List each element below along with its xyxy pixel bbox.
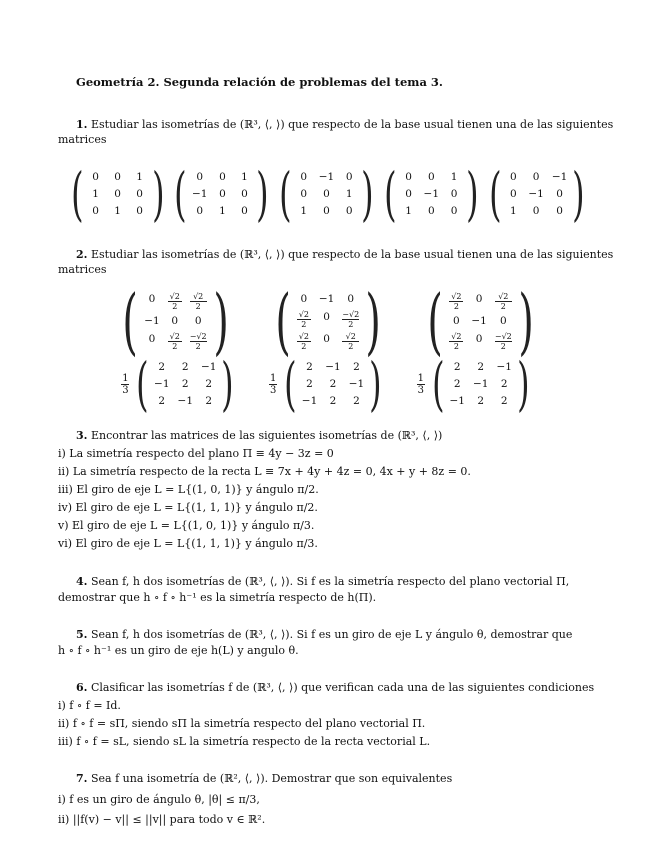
matrix-entry: 0 xyxy=(345,170,353,183)
matrix-entry: 2 xyxy=(205,394,213,407)
matrix-entry: 0 xyxy=(219,170,226,183)
matrix-entry: 2 xyxy=(205,377,213,390)
matrix-entry: 0 xyxy=(427,170,435,183)
problem-3-item-vi: vi) El giro de eje L = L{(1, 1, 1)} y ángulo π/3. xyxy=(58,537,318,550)
matrix-entry: 0 xyxy=(114,170,121,183)
matrix-entry: −1 xyxy=(318,170,335,183)
matrix-entry: 0 xyxy=(92,170,99,183)
p2-matrix-a1 xyxy=(116,279,235,363)
problem-4-statement xyxy=(76,574,569,589)
problem-3-item-iii: iii) El giro de eje L = L{(1, 0, 1)} y ángulo π/2. xyxy=(58,483,319,496)
matrix-entry: $\frac{√2}{2}$ xyxy=(190,292,207,311)
matrix-entry: −1 xyxy=(528,187,544,200)
matrix-entry: 2 xyxy=(453,360,461,373)
matrix-entry: 2 xyxy=(306,377,313,390)
problem-1-text-b: matrices xyxy=(58,133,107,146)
matrix-bracket: ( xyxy=(71,160,84,228)
matrix-entry: −1 xyxy=(423,187,440,200)
matrix-entry: −1 xyxy=(325,360,341,373)
matrix-entry: −1 xyxy=(496,360,512,373)
matrix-entry: 2 xyxy=(329,394,337,407)
matrix-entry: 2 xyxy=(353,360,360,373)
matrix-entry: 0 xyxy=(405,170,412,183)
matrix-entry: 0 xyxy=(475,332,483,345)
matrix-entry: 1 xyxy=(114,204,121,217)
matrix-bracket: ( xyxy=(427,279,444,363)
matrix-bracket: ( xyxy=(384,160,397,228)
matrix-entry: 0 xyxy=(323,187,330,200)
matrix-entry: 0 xyxy=(136,204,143,217)
matrix-bracket: ( xyxy=(275,279,291,363)
matrix-entry: 0 xyxy=(323,204,330,217)
matrix-entry: $\frac{√2}{2}$ xyxy=(298,331,309,351)
matrix-entry: 0 xyxy=(450,187,458,200)
problem-5-text-b: h ∘ f ∘ h⁻¹ es un giro de eje h(L) y angulo θ. xyxy=(58,644,299,657)
document-title: Geometría 2. Segunda relación de problemas del tema 3. xyxy=(76,75,443,89)
matrix-entry: $\frac{√2}{2}$ xyxy=(451,291,462,311)
matrix-entry: 0 xyxy=(323,332,330,345)
matrix-coefficient: 1 3 xyxy=(269,372,277,396)
matrix-entry: 2 xyxy=(500,394,508,407)
matrix-entry: −1 xyxy=(348,377,365,390)
matrix-entry: $\frac{√2}{2}$ xyxy=(495,292,512,311)
matrix-entry: 0 xyxy=(241,187,248,200)
matrix-entry: −1 xyxy=(449,394,465,407)
matrix-entry: 0 xyxy=(92,204,99,217)
matrix-entry: 0 xyxy=(453,314,460,327)
matrix-entry: 2 xyxy=(477,360,485,373)
matrix-entry: 0 xyxy=(300,292,308,305)
problem-3-statement xyxy=(76,428,442,443)
matrix-bracket: ( xyxy=(174,160,187,228)
matrix-entry: $\frac{√2}{2}$ xyxy=(169,291,180,311)
matrix-entry: −1 xyxy=(191,187,208,200)
matrix-entry: 1 xyxy=(92,187,99,200)
p1-matrix-4 xyxy=(379,160,484,228)
problem-7-number: 7. xyxy=(76,772,88,785)
problem-4-number: 4. xyxy=(76,575,88,588)
matrix-entry: $\frac{√2}{2}$ xyxy=(451,331,462,351)
matrix-entry: 2 xyxy=(329,377,337,390)
matrix-bracket: ) xyxy=(212,279,229,363)
matrix-entry: 2 xyxy=(306,360,313,373)
matrix-entry: 2 xyxy=(500,377,508,390)
matrix-entry: 1 xyxy=(300,204,308,217)
matrix-entry: 0 xyxy=(300,187,308,200)
problem-2-matrix-row-b xyxy=(58,350,598,418)
matrix-entry: 0 xyxy=(405,187,412,200)
matrix-entry: 1 xyxy=(450,170,458,183)
problem-5-text-a: Sean f, h dos isometrías de (ℝ³, ⟨, ⟩). Si f es un giro de eje L y ángulo θ, demostrar que xyxy=(90,628,573,641)
matrix-bracket: ) xyxy=(151,160,165,228)
matrix-bracket: ) xyxy=(572,160,585,228)
matrix-entry: 0 xyxy=(323,310,330,323)
matrix-entry: 0 xyxy=(510,170,517,183)
matrix-bracket: ) xyxy=(517,350,530,418)
matrix-entry: 2 xyxy=(158,394,166,407)
matrix-entry: −1 xyxy=(154,377,170,390)
matrix-entry: 0 xyxy=(345,204,353,217)
matrix-entry: 0 xyxy=(475,292,483,305)
matrix-entry: $\frac{√2}{2}$ xyxy=(298,309,309,329)
problem-6-item-ii: ii) f ∘ f = sΠ, siendo sΠ la simetría respecto del plano vectorial Π. xyxy=(58,717,426,730)
problem-2-number: 2. xyxy=(76,248,88,261)
problem-4-text-b: demostrar que h ∘ f ∘ h⁻¹ es la simetría respecto de h(Π). xyxy=(58,591,377,604)
p2-matrix-b3 xyxy=(417,350,535,418)
p1-matrix-3 xyxy=(274,160,379,228)
matrix-entry: 0 xyxy=(136,187,143,200)
matrix-entry: 2 xyxy=(453,377,461,390)
matrix-entry: 0 xyxy=(556,204,563,217)
p1-matrix-1 xyxy=(66,160,169,228)
matrix-entry: 2 xyxy=(158,360,166,373)
matrix-bracket: ) xyxy=(466,160,479,228)
matrix-entry: −1 xyxy=(551,170,568,183)
problem-1-text-a: Estudiar las isometrías de (ℝ³, ⟨, ⟩) que respecto de la base usual tienen una de las siguientes xyxy=(90,118,614,131)
problem-3-item-i: i) La simetría respecto del plano Π ≡ 4y − 3z = 0 xyxy=(58,447,334,460)
problem-6-number: 6. xyxy=(76,681,88,694)
matrix-entry: −1 xyxy=(201,360,217,373)
problem-7-text: Sea f una isometría de (ℝ², ⟨, ⟩). Demostrar que son equivalentes xyxy=(90,772,453,785)
problem-2-statement xyxy=(76,247,613,262)
problem-7-statement xyxy=(76,771,452,786)
problem-4-text-a: Sean f, h dos isometrías de (ℝ³, ⟨, ⟩). Si f es la simetría respecto del plano vectorial Π, xyxy=(90,575,570,588)
matrix-bracket: ( xyxy=(488,160,502,228)
matrix-bracket: ( xyxy=(122,279,138,363)
matrix-entry: −1 xyxy=(144,314,160,327)
problem-1-number: 1. xyxy=(76,118,88,131)
matrix-entry: 0 xyxy=(241,204,248,217)
matrix-entry: 1 xyxy=(241,170,248,183)
matrix-bracket: ( xyxy=(279,160,292,228)
matrix-bracket: ( xyxy=(431,350,445,418)
matrix-bracket: ) xyxy=(365,279,381,363)
matrix-entry: 0 xyxy=(532,204,540,217)
matrix-entry: $\frac{-√2}{2}$ xyxy=(494,331,512,351)
matrix-entry: 1 xyxy=(345,187,353,200)
matrix-entry: 0 xyxy=(300,170,308,183)
matrix-entry: $\frac{√2}{2}$ xyxy=(342,332,359,351)
matrix-entry: 0 xyxy=(532,170,540,183)
matrix-bracket: ( xyxy=(284,350,297,418)
matrix-entry: −1 xyxy=(318,292,335,305)
p1-matrix-5 xyxy=(484,160,590,228)
matrix-entry: 0 xyxy=(148,332,156,345)
problem-6-text: Clasificar las isometrías f de (ℝ³, ⟨, ⟩) que verifican cada una de las siguientes condiciones xyxy=(90,681,595,694)
problem-1-statement xyxy=(76,117,613,132)
matrix-entry: 0 xyxy=(347,292,355,305)
problem-6-item-i: i) f ∘ f = Id. xyxy=(58,699,121,712)
matrix-entry: 1 xyxy=(219,204,226,217)
problem-6-statement xyxy=(76,680,594,695)
matrix-entry: 0 xyxy=(556,187,563,200)
problem-5-number: 5. xyxy=(76,628,88,641)
p2-matrix-a3 xyxy=(421,279,540,363)
matrix-entry: $\frac{√2}{2}$ xyxy=(169,331,180,351)
problem-6-item-iii: iii) f ∘ f = sL, siendo sL la simetría respecto de la recta vectorial L. xyxy=(58,735,431,748)
problem-3-item-v: v) El giro de eje L = L{(1, 0, 1)} y ángulo π/3. xyxy=(58,519,315,532)
matrix-entry: $\frac{-√2}{2}$ xyxy=(342,309,360,329)
matrix-entry: 0 xyxy=(194,314,202,327)
matrix-entry: 1 xyxy=(405,204,412,217)
p2-matrix-b1 xyxy=(121,350,239,418)
problem-1-matrix-row xyxy=(58,160,598,228)
matrix-bracket: ) xyxy=(369,350,382,418)
problem-2-text-b: matrices xyxy=(58,263,107,276)
problem-7-item-i: i) f es un giro de ángulo θ, |θ| ≤ π/3, xyxy=(58,793,260,806)
matrix-entry: 1 xyxy=(510,204,517,217)
problem-7-item-ii: ii) ||f(v) − v|| ≤ ||v|| para todo v ∈ ℝ². xyxy=(58,813,266,826)
matrix-entry: 2 xyxy=(181,377,189,390)
matrix-entry: 0 xyxy=(219,187,226,200)
matrix-entry: 0 xyxy=(171,314,179,327)
problem-3-text: Encontrar las matrices de las siguientes isometrías de (ℝ³, ⟨, ⟩) xyxy=(90,429,443,442)
matrix-bracket: ( xyxy=(136,350,149,418)
matrix-bracket: ) xyxy=(518,279,534,363)
matrix-entry: 0 xyxy=(114,187,121,200)
matrix-entry: −1 xyxy=(471,314,487,327)
p2-matrix-a2 xyxy=(269,279,388,363)
matrix-entry: 0 xyxy=(510,187,517,200)
matrix-entry: 2 xyxy=(181,360,189,373)
matrix-entry: 0 xyxy=(148,292,156,305)
problem-5-statement xyxy=(76,627,572,642)
matrix-entry: 0 xyxy=(499,314,507,327)
matrix-entry: 1 xyxy=(136,170,143,183)
matrix-entry: $\frac{-√2}{2}$ xyxy=(189,331,207,351)
matrix-entry: −1 xyxy=(301,394,318,407)
problem-3-item-iv: iv) El giro de eje L = L{(1, 1, 1)} y ángulo π/2. xyxy=(58,501,318,514)
matrix-entry: 0 xyxy=(196,204,204,217)
matrix-entry: 2 xyxy=(477,394,485,407)
problem-3-item-ii: ii) La simetría respecto de la recta L ≡ 7x + 4y + 4z = 0, 4x + y + 8z = 0. xyxy=(58,465,471,478)
problem-3-number: 3. xyxy=(76,429,88,442)
matrix-coefficient: 1 3 xyxy=(122,372,129,396)
matrix-entry: 0 xyxy=(450,204,458,217)
matrix-bracket: ) xyxy=(221,350,235,418)
problem-2-matrix-row-a xyxy=(58,279,598,363)
matrix-entry: 0 xyxy=(427,204,435,217)
matrix-bracket: ) xyxy=(361,160,374,228)
matrix-entry: −1 xyxy=(177,394,193,407)
problem-2-text-a: Estudiar las isometrías de (ℝ³, ⟨, ⟩) que respecto de la base usual tienen una de las siguientes xyxy=(90,248,614,261)
matrix-entry: 2 xyxy=(353,394,360,407)
p2-matrix-b2 xyxy=(269,350,387,418)
matrix-entry: −1 xyxy=(472,377,489,390)
matrix-coefficient: 1 3 xyxy=(417,372,425,396)
matrix-bracket: ) xyxy=(256,160,269,228)
matrix-entry: 0 xyxy=(196,170,204,183)
p1-matrix-2 xyxy=(169,160,274,228)
